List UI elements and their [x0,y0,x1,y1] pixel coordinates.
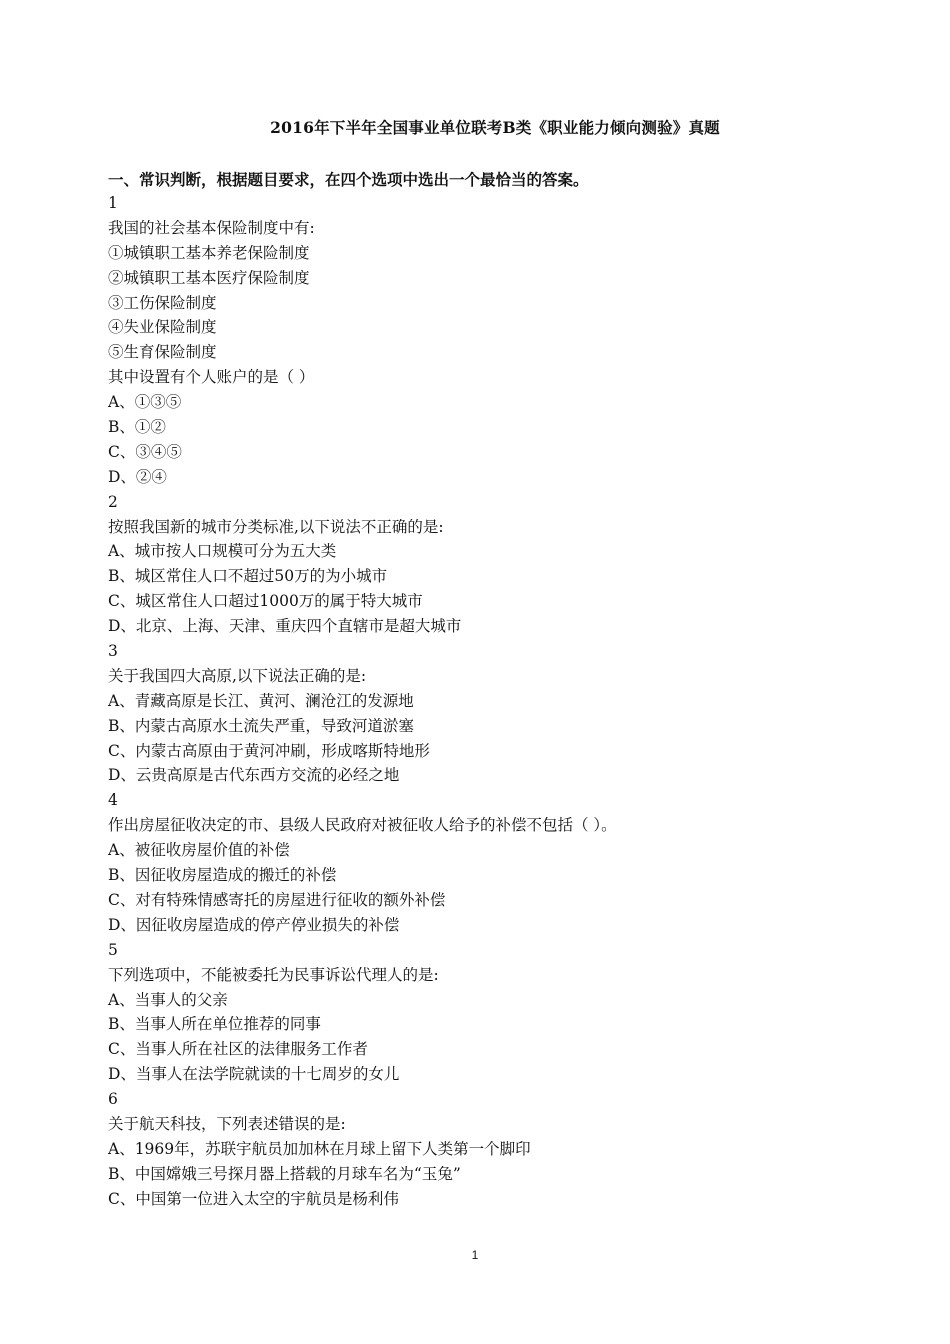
text-line: 关于航天科技，下列表述错误的是: [108,1114,346,1133]
text-line: 其中设置有个人账户的是（ ） [108,368,315,387]
text-line: D、北京、上海、天津、重庆四个直辖市是超大城市 [108,617,462,636]
text-line: C、中国第一位进入太空的宇航员是杨利伟 [108,1189,399,1208]
text-line: D、②④ [108,467,167,486]
text-line: B、当事人所在单位推荐的同事 [108,1015,321,1034]
text-line: C、内蒙古高原由于黄河冲刷，形成喀斯特地形 [108,741,430,760]
text-line: D、云贵高原是古代东西方交流的必经之地 [108,766,400,785]
text-line: 下列选项中，不能被委托为民事诉讼代理人的是: [108,965,439,984]
text-line: A、被征收房屋价值的补偿 [108,841,290,860]
text-line: D、因征收房屋造成的停产停业损失的补偿 [108,915,400,934]
text-line: B、内蒙古高原水土流失严重，导致河道淤塞 [108,716,414,735]
text-line: A、青藏高原是长江、黄河、澜沧江的发源地 [108,691,414,710]
text-line: C、对有特殊情感寄托的房屋进行征收的额外补偿 [108,890,446,909]
text-line: 4 [108,791,118,810]
section-heading: 一、常识判断，根据题目要求，在四个选项中选出一个最恰当的答案。 [108,171,589,189]
text-line: A、1969年，苏联宇航员加加林在月球上留下人类第一个脚印 [108,1139,531,1158]
text-line: A、城市按人口规模可分为五大类 [108,542,337,561]
text-line: ④失业保险制度 [108,318,217,337]
page-number: 1 [471,1248,479,1262]
text-line: B、城区常住人口不超过50万的为小城市 [108,567,388,586]
page-title: 2016年下半年全国事业单位联考B类《职业能力倾向测验》真题 [270,118,720,137]
text-line: 5 [108,940,118,959]
text-line: B、①② [108,418,166,437]
text-line: 1 [108,194,118,212]
text-line: ⑤生育保险制度 [108,343,217,362]
text-line: A、当事人的父亲 [108,990,228,1009]
text-line: A、①③⑤ [108,393,182,412]
text-line: C、③④⑤ [108,442,182,461]
text-line: 作出房屋征收决定的市、县级人民政府对被征收人给予的补偿不包括（ ）。 [108,816,617,835]
text-line: 3 [108,642,118,661]
question-list [108,191,888,1212]
text-line: ③工伤保险制度 [108,293,217,312]
text-line: B、中国嫦娥三号探月器上搭载的月球车名为“玉兔” [108,1164,461,1183]
text-line: D、当事人在法学院就读的十七周岁的女儿 [108,1065,400,1084]
text-line: C、当事人所在社区的法律服务工作者 [108,1040,368,1059]
text-line: ②城镇职工基本医疗保险制度 [108,268,310,287]
text-line: ①城镇职工基本养老保险制度 [108,243,310,262]
text-line: 6 [108,1090,118,1109]
text-line: 按照我国新的城市分类标准,以下说法不正确的是: [108,517,444,536]
text-line: C、城区常住人口超过1000万的属于特大城市 [108,592,423,611]
text-line: 我国的社会基本保险制度中有: [108,218,315,237]
text-line: 2 [108,492,118,511]
text-line: 关于我国四大高原,以下说法正确的是: [108,666,367,685]
text-line: B、因征收房屋造成的搬迁的补偿 [108,866,337,885]
